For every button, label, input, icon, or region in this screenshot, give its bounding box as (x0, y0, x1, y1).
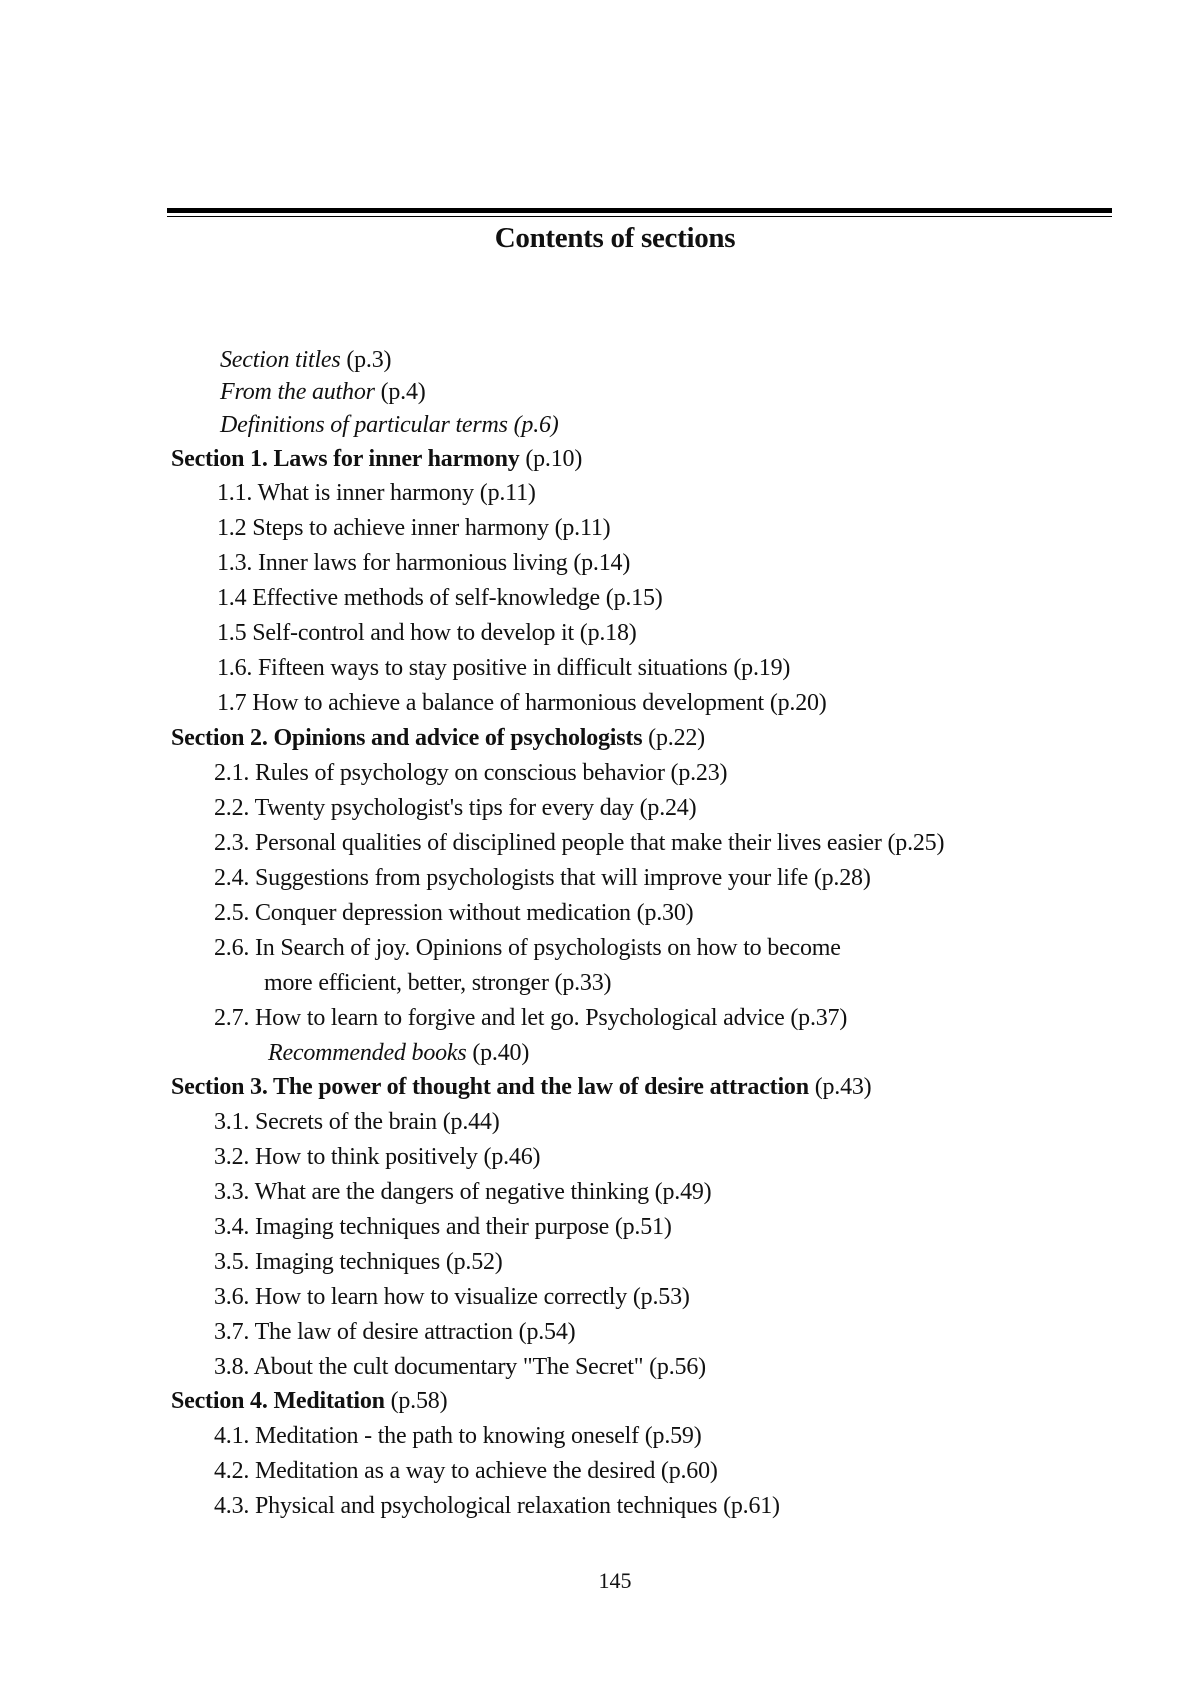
toc-subsection[interactable]: 2.5. Conquer depression without medication (p.30) (214, 900, 694, 926)
toc-subsection[interactable]: 3.6. How to learn how to visualize correctly (p.53) (214, 1284, 690, 1310)
toc-section-title: Section 4. Meditation (171, 1388, 385, 1414)
toc-subsection[interactable]: 3.7. The law of desire attraction (p.54) (214, 1319, 576, 1345)
toc-subsection-continuation[interactable]: more efficient, better, stronger (p.33) (264, 970, 612, 996)
toc-page-ref: (p.43) (814, 1074, 872, 1100)
toc-subsection[interactable]: 3.3. What are the dangers of negative thinking (p.49) (214, 1179, 712, 1205)
toc-subsection[interactable]: 1.6. Fifteen ways to stay positive in difficult situations (p.19) (217, 655, 791, 681)
toc-page-ref: (p.3) (346, 347, 392, 373)
toc-subsection[interactable]: 2.1. Rules of psychology on conscious behavior (p.23) (214, 760, 728, 786)
toc-subsection[interactable]: 1.3. Inner laws for harmonious living (p.14) (217, 550, 631, 576)
toc-subsection[interactable]: 2.3. Personal qualities of disciplined people that make their lives easier (p.25) (214, 830, 945, 856)
toc-subsection[interactable]: 1.7 How to achieve a balance of harmonious development (p.20) (217, 690, 827, 716)
toc-recommended-title: Recommended books (268, 1040, 467, 1066)
toc-subsection[interactable]: 1.5 Self-control and how to develop it (p.18) (217, 620, 637, 646)
toc-front-item[interactable] (220, 345, 391, 375)
toc-subsection[interactable]: 1.4 Effective methods of self-knowledge (p.15) (217, 585, 663, 611)
toc-section-heading[interactable] (171, 1386, 447, 1416)
toc-page-ref: (p.10) (525, 446, 583, 472)
toc-recommended-books[interactable] (268, 1038, 529, 1068)
toc-front-title: Section titles (220, 347, 341, 373)
toc-subsection[interactable]: 3.2. How to think positively (p.46) (214, 1144, 541, 1170)
toc-page-ref: (p.58) (390, 1388, 448, 1414)
toc-page-ref: (p.40) (472, 1040, 530, 1066)
toc-section-title: Section 2. Opinions and advice of psychologists (171, 725, 643, 751)
toc-subsection[interactable]: 3.4. Imaging techniques and their purpose (p.51) (214, 1214, 672, 1240)
header-rule-thick (167, 208, 1112, 213)
toc-subsection[interactable]: 2.4. Suggestions from psychologists that will improve your life (p.28) (214, 865, 871, 891)
header-rule-thin (167, 216, 1112, 217)
toc-section-title: Section 3. The power of thought and the law of desire attraction (171, 1074, 809, 1100)
toc-subsection[interactable]: 2.2. Twenty psychologist's tips for every day (p.24) (214, 795, 697, 821)
toc-front-item[interactable] (220, 377, 426, 407)
toc-page-ref: (p.22) (648, 725, 705, 751)
toc-subsection[interactable]: 1.2 Steps to achieve inner harmony (p.11) (217, 515, 611, 541)
toc-front-title: Definitions of particular terms (p.6) (220, 412, 559, 438)
toc-subsection[interactable]: 3.1. Secrets of the brain (p.44) (214, 1109, 500, 1135)
toc-subsection[interactable]: 2.6. In Search of joy. Opinions of psychologists on how to become (214, 935, 841, 961)
toc-subsection[interactable]: 3.5. Imaging techniques (p.52) (214, 1249, 503, 1275)
toc-subsection[interactable]: 4.2. Meditation as a way to achieve the desired (p.60) (214, 1458, 718, 1484)
toc-front-item[interactable] (220, 410, 559, 440)
toc-subsection[interactable]: 4.3. Physical and psychological relaxation techniques (p.61) (214, 1493, 780, 1519)
page-number: 145 (598, 1568, 632, 1593)
page-title: Contents of sections (494, 222, 736, 254)
toc-section-heading[interactable] (171, 723, 705, 753)
toc-page-ref: (p.4) (380, 379, 426, 405)
toc-section-title: Section 1. Laws for inner harmony (171, 446, 520, 472)
toc-subsection[interactable]: 1.1. What is inner harmony (p.11) (217, 480, 536, 506)
toc-subsection[interactable]: 3.8. About the cult documentary "The Secret" (p.56) (214, 1354, 706, 1380)
toc-section-heading[interactable] (171, 1072, 871, 1102)
toc-front-title: From the author (220, 379, 375, 405)
toc-subsection[interactable]: 4.1. Meditation - the path to knowing oneself (p.59) (214, 1423, 702, 1449)
toc-section-heading[interactable] (171, 444, 582, 474)
toc-subsection[interactable]: 2.7. How to learn to forgive and let go. Psychological advice (p.37) (214, 1005, 848, 1031)
